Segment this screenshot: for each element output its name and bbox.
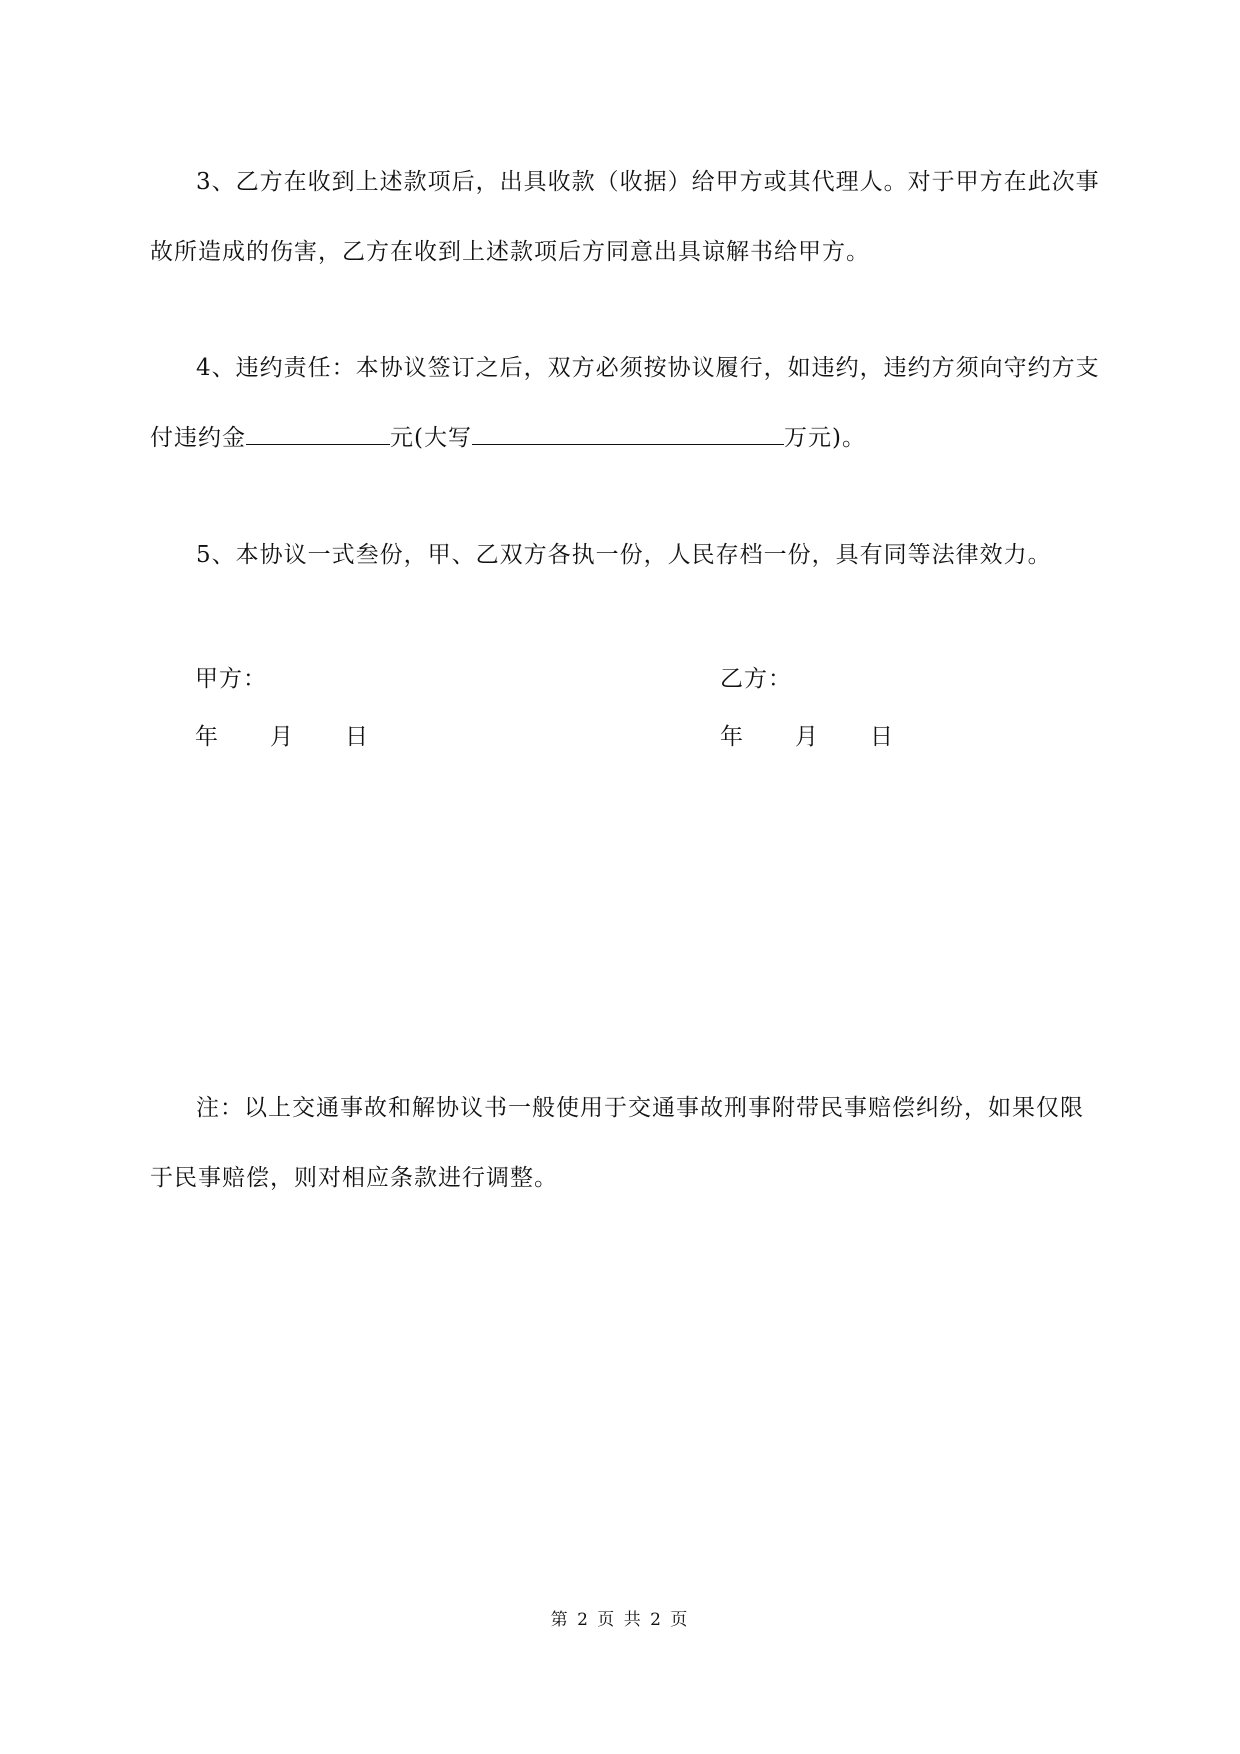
- penalty-amount-blank[interactable]: [246, 418, 390, 445]
- clause-4: [150, 333, 1100, 473]
- clause-4-currency: 元(大写: [390, 425, 472, 451]
- party-a-date: [195, 718, 368, 751]
- date-month-label: 月: [270, 724, 293, 750]
- note-paragraph: 注：以上交通事故和解协议书一般使用于交通事故刑事附带民事赔偿纠纷，如果仅限于民事赔偿，则对相应条款进行调整。: [150, 1095, 1084, 1191]
- page-footer: 第 2 页 共 2 页: [550, 1610, 690, 1630]
- clause-5: 5、本协议一式叁份，甲、乙双方各执一份，人民存档一份，具有同等法律效力。: [196, 542, 1052, 568]
- date-year-label: 年: [720, 724, 743, 750]
- penalty-amount-uppercase-blank[interactable]: [472, 418, 784, 445]
- clause-4-text: 4、违约责任：本协议签订之后，双方必须按协议履行，如违约，违约方须向守约方支付违约金: [150, 355, 1100, 451]
- date-day-label: 日: [345, 724, 368, 750]
- party-b-signature-label: 乙方：: [720, 666, 792, 692]
- date-year-label: 年: [195, 724, 218, 750]
- party-a-signature-label: 甲方：: [195, 666, 267, 692]
- date-month-label: 月: [795, 724, 818, 750]
- clause-4-end: 万元)。: [783, 425, 866, 451]
- date-day-label: 日: [870, 724, 893, 750]
- party-b-date: [720, 718, 893, 751]
- clause-3: 3、乙方在收到上述款项后，出具收款（收据）给甲方或其代理人。对于甲方在此次事故所造成的伤害，乙方在收到上述款项后方同意出具谅解书给甲方。: [150, 169, 1100, 265]
